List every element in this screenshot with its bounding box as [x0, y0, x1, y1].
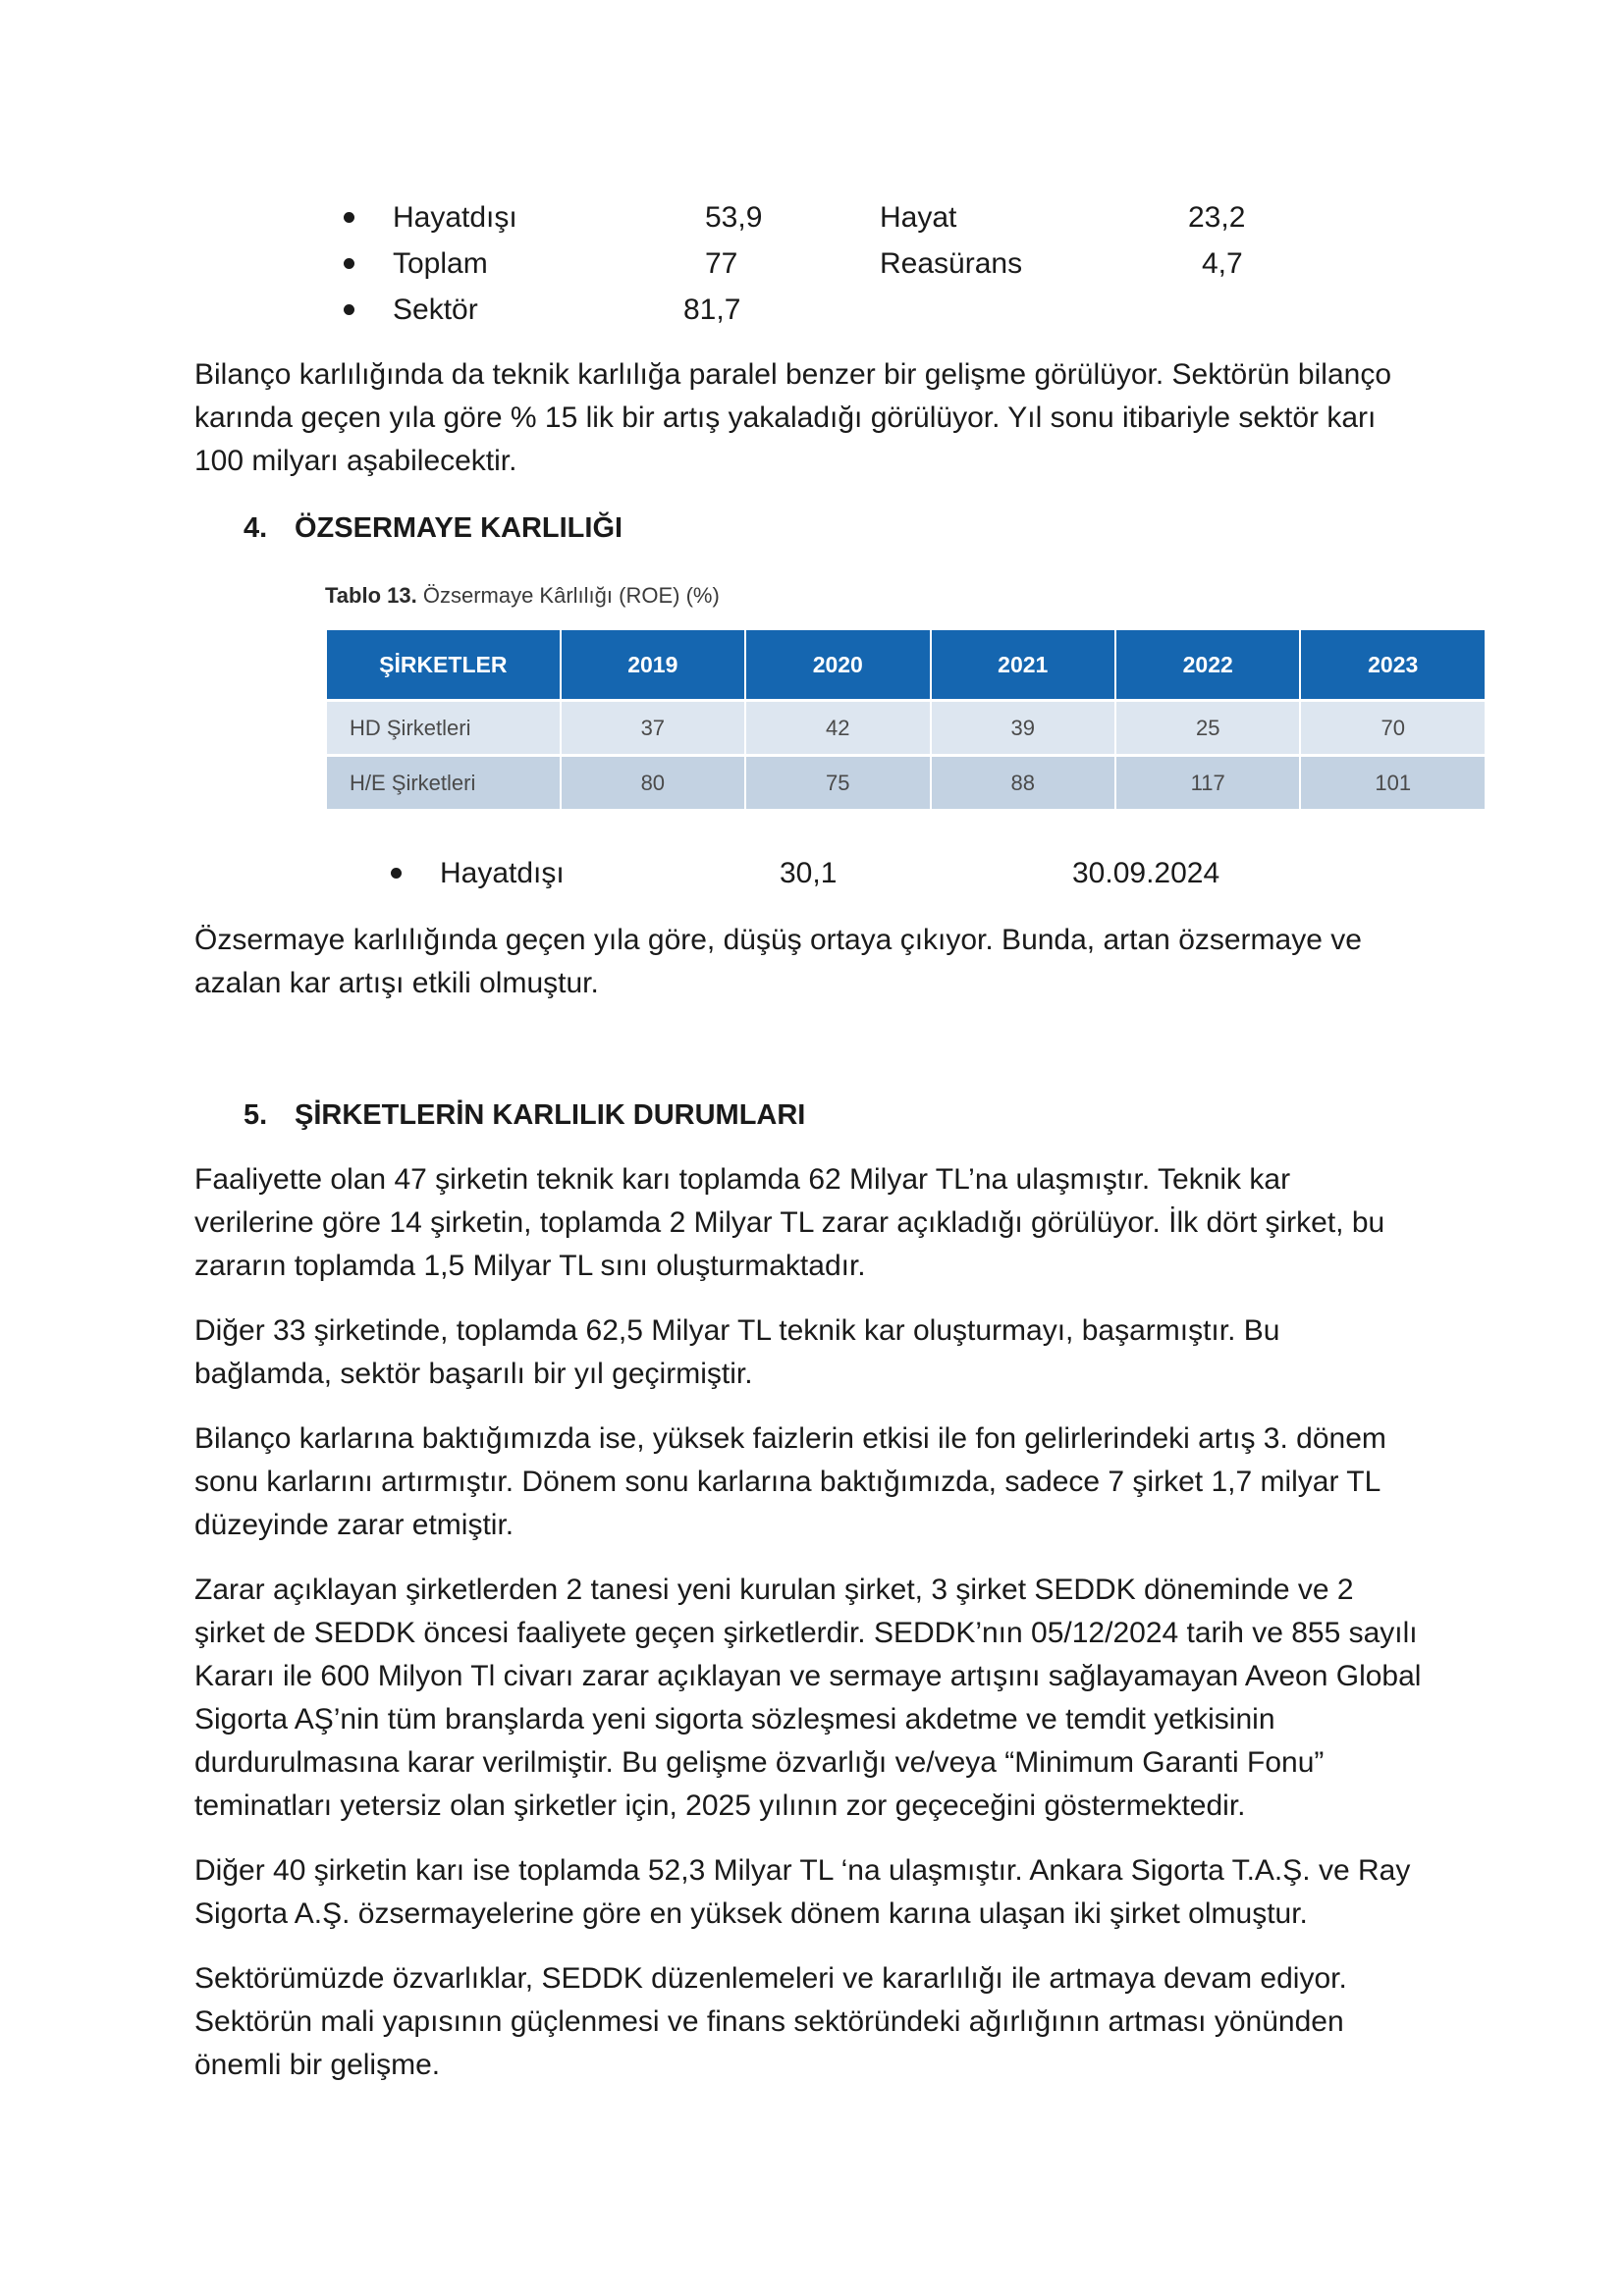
paragraph-loss-companies [194, 1569, 1471, 1828]
section-number: 5. [244, 1099, 268, 1131]
table-row [327, 702, 1485, 757]
section-title: ŞİRKETLERİN KARLILIK DURUMLARI [295, 1099, 806, 1131]
paragraph-line: önemli bir gelişme. [194, 2049, 441, 2081]
stats-label: Toplam [393, 247, 488, 280]
paragraph-line: Bilanço karlılığında da teknik karlılığa paralel benzer bir gelişme görülüyor. Sektörün bilanço [194, 358, 1391, 391]
column-header: 2022 [1116, 630, 1299, 702]
paragraph-line: Sigorta AŞ’nin tüm branşlarda yeni sigorta sözleşmesi akdetme ve temdit yetkisinin [194, 1703, 1275, 1735]
roe-bullet-label: Hayatdışı [440, 857, 565, 889]
table-cell: 37 [562, 702, 744, 757]
paragraph-line: durdurulmasına karar verilmiştir. Bu gelişme özvarlığı ve/veya “Minimum Garanti Fonu” [194, 1746, 1325, 1779]
roe-bullet-date: 30.09.2024 [1072, 857, 1220, 889]
column-header: 2021 [932, 630, 1114, 702]
table-caption [325, 581, 720, 611]
paragraph-line: Sektörün mali yapısının güçlenmesi ve finans sektöründeki ağırlığının artması yönünden [194, 2005, 1344, 2038]
stats-label-2: Hayat [880, 201, 957, 234]
stats-value-2: 23,2 [1188, 201, 1246, 234]
paragraph-line: Diğer 33 şirketinde, toplamda 62,5 Milyar TL teknik kar oluşturmayı, başarmıştır. Bu [194, 1314, 1280, 1347]
stats-value: 53,9 [705, 201, 763, 234]
column-header: ŞİRKETLER [327, 630, 560, 702]
bullet-icon [344, 304, 354, 315]
table-cell: 75 [746, 757, 929, 809]
table-cell: 117 [1116, 757, 1299, 809]
table-cell: 25 [1116, 702, 1299, 757]
table-cell: 39 [932, 702, 1114, 757]
table-header-row [327, 630, 1485, 702]
paragraph-line: zararın toplamda 1,5 Milyar TL sını oluşturmaktadır. [194, 1250, 866, 1282]
paragraph-other-33 [194, 1309, 1471, 1396]
table-caption-title: Özsermaye Kârlılığı (ROE) (%) [416, 583, 720, 608]
table-row [327, 757, 1485, 809]
bullet-icon [391, 868, 402, 879]
paragraph-line: bağlamda, sektör başarılı bir yıl geçirmiştir. [194, 1358, 753, 1390]
table-cell: 88 [932, 757, 1114, 809]
section-number: 4. [244, 512, 268, 544]
paragraph-line: karında geçen yıla göre % 15 lik bir artış yakaladığı görülüyor. Yıl sonu itibariyle sektör karı [194, 401, 1377, 434]
table-cell: 42 [746, 702, 929, 757]
paragraph-balance-profit [194, 353, 1471, 483]
paragraph-line: Diğer 40 şirketin karı ise toplamda 52,3 Milyar TL ‘na ulaşmıştır. Ankara Sigorta T.A.Ş. ve Ray [194, 1854, 1411, 1887]
table-cell: 80 [562, 757, 744, 809]
bullet-icon [344, 258, 354, 269]
paragraph-line: 100 milyarı aşabilecektir. [194, 445, 517, 477]
paragraph-line: teminatları yetersiz olan şirketler için, 2025 yılının zor geçeceğini göstermektedir. [194, 1789, 1246, 1822]
table-cell: 70 [1301, 702, 1485, 757]
paragraph-line: Sektörümüzde özvarlıklar, SEDDK düzenlemeleri ve kararlılığı ile artmaya devam ediyor. [194, 1962, 1347, 1995]
table-caption-label: Tablo 13. [325, 583, 417, 608]
paragraph-other-40 [194, 1849, 1471, 1936]
bullet-icon [344, 212, 354, 223]
stats-label-2: Reasürans [880, 247, 1023, 280]
stats-value-2: 4,7 [1202, 247, 1243, 280]
table-cell: H/E Şirketleri [327, 757, 560, 809]
column-header: 2019 [562, 630, 744, 702]
paragraph-line: Bilanço karlarına baktığımızda ise, yüksek faizlerin etkisi ile fon gelirlerindeki artış 3. dönem [194, 1422, 1386, 1455]
stats-value: 81,7 [683, 294, 741, 326]
paragraph-line: Faaliyette olan 47 şirketin teknik karı toplamda 62 Milyar TL’na ulaşmıştır. Teknik kar [194, 1163, 1291, 1196]
paragraph-line: Zarar açıklayan şirketlerden 2 tanesi yeni kurulan şirket, 3 şirket SEDDK döneminde ve 2 [194, 1574, 1354, 1606]
stats-value: 77 [705, 247, 738, 280]
paragraph-balance-profits [194, 1417, 1471, 1547]
paragraph-roe-decline [194, 919, 1471, 1005]
paragraph-line: sonu karlarını artırmıştır. Dönem sonu karlarına baktığımızda, sadece 7 şirket 1,7 milyar TL [194, 1466, 1381, 1498]
stats-label: Hayatdışı [393, 201, 517, 234]
paragraph-line: Kararı ile 600 Milyon Tl civarı zarar açıklayan ve sermaye artışını sağlayamayan Aveon Global [194, 1660, 1422, 1692]
roe-table [325, 630, 1487, 809]
column-header: 2023 [1301, 630, 1485, 702]
stats-label: Sektör [393, 294, 478, 326]
paragraph-line: verilerine göre 14 şirketin, toplamda 2 Milyar TL zarar açıkladığı görülüyor. İlk dört şirket, bu [194, 1206, 1385, 1239]
table-cell: HD Şirketleri [327, 702, 560, 757]
section-title: ÖZSERMAYE KARLILIĞI [295, 512, 623, 544]
roe-bullet-value: 30,1 [780, 857, 838, 889]
paragraph-sector-equity [194, 1957, 1471, 2087]
paragraph-line: azalan kar artışı etkili olmuştur. [194, 967, 599, 999]
column-header: 2020 [746, 630, 929, 702]
paragraph-line: düzeyinde zarar etmiştir. [194, 1509, 514, 1541]
paragraph-technical-profit [194, 1158, 1471, 1288]
table-cell: 101 [1301, 757, 1485, 809]
paragraph-line: Özsermaye karlılığında geçen yıla göre, düşüş ortaya çıkıyor. Bunda, artan özsermaye ve [194, 924, 1362, 956]
paragraph-line: şirket de SEDDK öncesi faaliyete geçen şirketlerdir. SEDDK’nın 05/12/2024 tarih ve 855 sayılı [194, 1617, 1418, 1649]
paragraph-line: Sigorta A.Ş. özsermayelerine göre en yüksek dönem karına ulaşan iki şirket olmuştur. [194, 1897, 1308, 1930]
